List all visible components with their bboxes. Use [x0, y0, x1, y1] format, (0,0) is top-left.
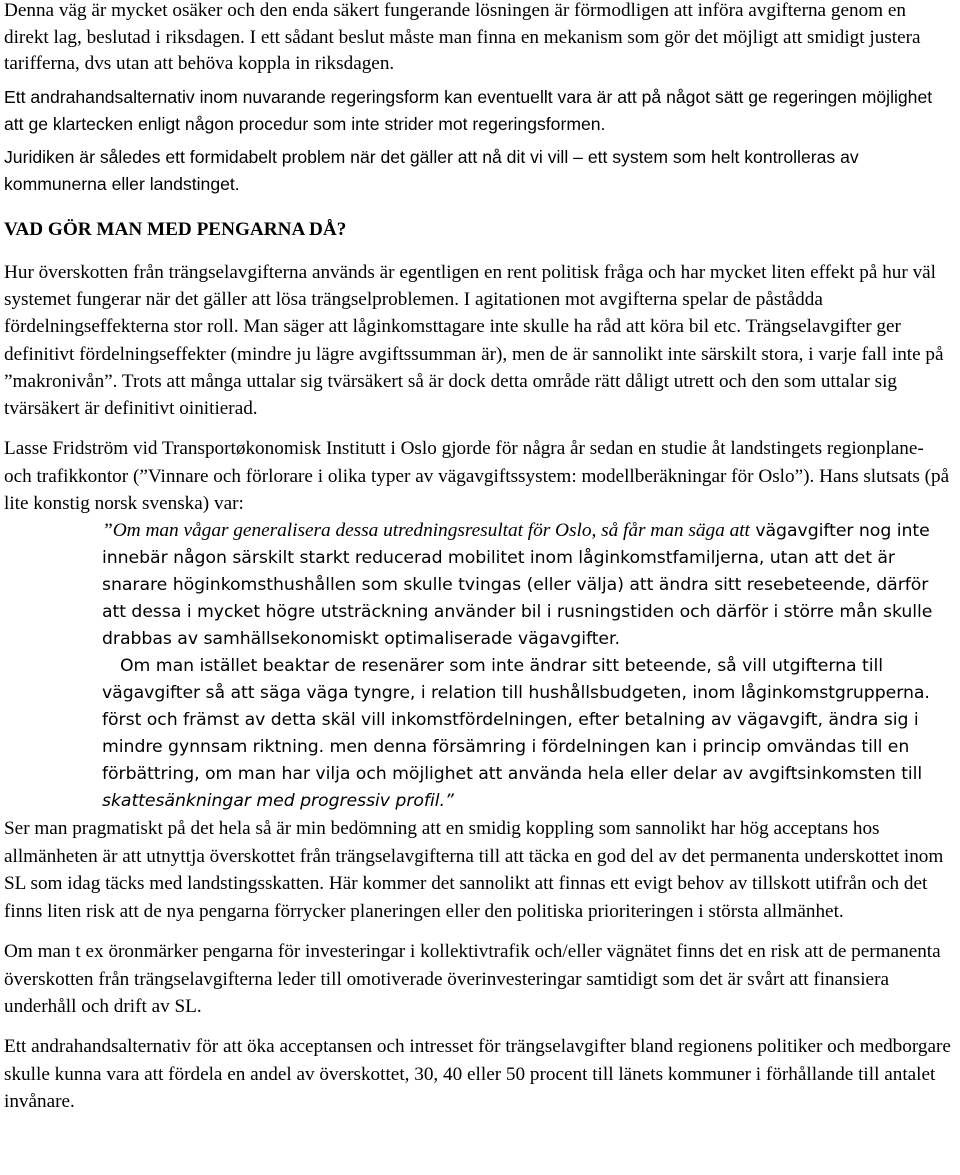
- paragraph-pragmatic-view: Ser man pragmatiskt på det hela så är min bedömning att en smidig koppling som sannolikt har hög acceptans hos allmänheten är att utnyttja överskottet från trängselavgifterna till att täcka en god del av det permanenta underskottet inom SL som idag täcks med landstingsskatten. Här kommer det sannolikt att finnas ett evigt behov av tillskott utifrån och det finns liten risk att de nya pengarna förrycker planeringen eller den politiska prioriteringen i största allmänhet.: [4, 818, 944, 922]
- document-page: [4, 0, 954, 1116]
- quote-paragraph-2: [102, 653, 954, 815]
- quote-paragraph-1: [102, 517, 954, 653]
- block-quote: [4, 517, 954, 815]
- paragraph-second-alternative: Ett andrahandsalternativ för att öka acceptansen och intresset för trängselavgifter bland regionens politiker och medborgare skulle kunna vara att fördela en andel av överskottet, 30, 40 eller 50 procent till länets kommuner i förhållande till antalet invånare.: [4, 1036, 951, 1113]
- paragraph-intro: Denna väg är mycket osäker och den enda säkert fungerande lösningen är förmodligen att införa avgifterna genom en direkt lag, beslutad i riksdagen. I ett sådant beslut måste man finna en mekanism som gör det möjligt att smidigt justera tarifferna, dvs utan att behöva koppla in riksdagen.: [4, 0, 921, 75]
- paragraph-fridstrom-study: Lasse Fridström vid Transportøkonomisk Institutt i Oslo gjorde för några år sedan en studie åt landstingets regionplane- och trafikkontor (”Vinnare och förlorare i olika typer av vägavgiftssystem: modellberäkningar för Oslo”). Hans slutsats (på lite konstig norsk svenska) var:: [4, 438, 950, 515]
- quote-lead-text: ”Om man vågar generalisera dessa utredningsresultat för Oslo, så får man säga att: [102, 520, 750, 542]
- quote-body-text-2: Om man istället beaktar de resenärer som inte ändrar sitt beteende, så vill utgifterna till vägavgifter så att säga väga tyngre, i relation till hushållsbudgeten, inom låginkomstgrupperna. först och främst av detta skäl vill inkomstfördelningen, efter betalning av vägavgift, ändra sig i mindre gynnsam riktning. men denna försämring i fördelningen kan i princip omvändas till en förbättring, om man har vilja och möjlighet att använda hela eller delar av avgiftsinkomsten till: [102, 656, 930, 785]
- paragraph-surplus-usage: Hur överskotten från trängselavgifterna används är egentligen en rent politisk fråga och har mycket liten effekt på hur väl systemet fungerar när det gäller att lösa trängselproblemen. I agitationen mot avgifterna spelar de påstådda fördelningseffekterna stor roll. Man säger att låginkomsttagare inte skulle ha råd att köra bil etc. Trängselavgifter ger definitivt fördelningseffekter (mindre ju lägre avgiftssumman är), men de är sannolikt inte särskilt stora, i varje fall inte på ”makronivån”. Trots att många uttalar sig tvärsäkert så är dock detta område rätt dåligt utrett och den som uttalar sig tvärsäkert är definitivt oinitierad.: [4, 262, 944, 420]
- paragraph-legal-problem: Juridiken är således ett formidabelt problem när det gäller att nå dit vi vill – ett system som helt kontrolleras av kommunerna eller landstinget.: [4, 147, 859, 194]
- quote-body-text: vägavgifter nog inte innebär någon särskilt starkt reducerad mobilitet inom låginkomstfamiljerna, utan att det är snarare höginkomsthushållen som skulle tvingas (eller välja) att ändra sitt resebeteende, därför att dessa i mycket högre utsträckning använder bil i rusningstiden och därför i större mån skulle drabbas av samhällsekonomiskt optimaliserade vägavgifter.: [102, 521, 933, 650]
- paragraph-alternative: Ett andrahandsalternativ inom nuvarande regeringsform kan eventuellt vara är att på något sätt ge regeringen möjlighet att ge klartecken enligt någon procedur som inte strider mot regeringsformen.: [4, 87, 933, 134]
- paragraph-earmarking: Om man t ex öronmärker pengarna för investeringar i kollektivtrafik och/eller vägnätet finns det en risk att de permanenta överskotten från trängselavgifterna leder till omotiverade överinvesteringar samtidigt som det är svårt att finansiera underhåll och drift av SL.: [4, 941, 941, 1017]
- quote-closing-italic: skattesänkningar med progressiv profil.”: [102, 791, 454, 812]
- section-heading: VAD GÖR MAN MED PENGARNA DÅ?: [4, 219, 347, 241]
